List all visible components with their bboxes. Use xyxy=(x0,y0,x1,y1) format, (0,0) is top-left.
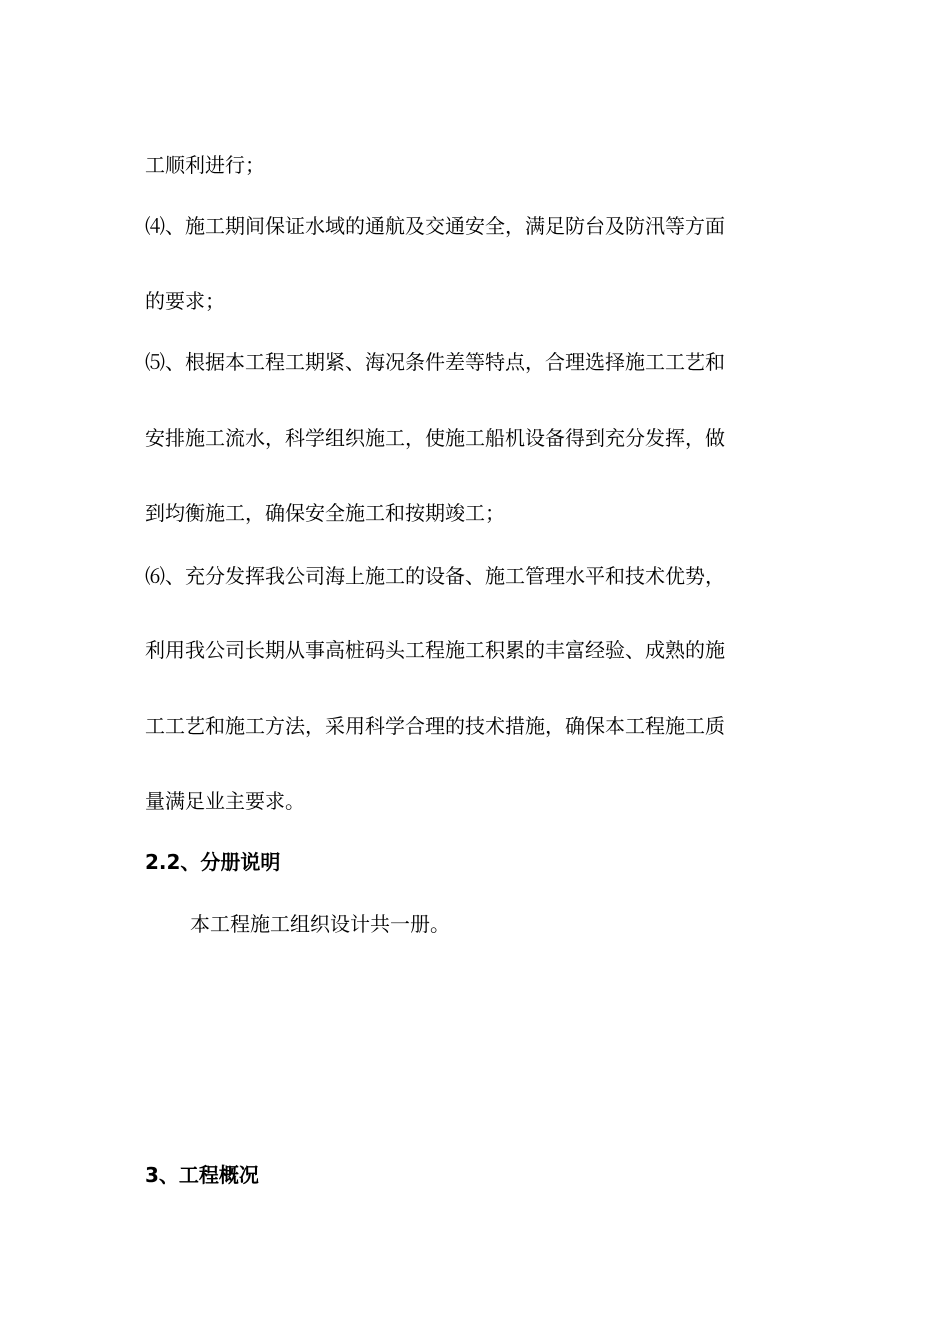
body-line-9: 工工艺和施工方法，采用科学合理的技术措施，确保本工程施工质 xyxy=(145,714,725,738)
body-line-4: ⑸、根据本工程工期紧、海况条件差等特点，合理选择施工工艺和 xyxy=(145,350,725,374)
body-line-6: 到均衡施工，确保安全施工和按期竣工； xyxy=(145,501,505,525)
body-line-7: ⑹、充分发挥我公司海上施工的设备、施工管理水平和技术优势， xyxy=(145,564,725,588)
body-line-3: 的要求； xyxy=(145,289,225,313)
section-heading-2-2: 2.2、分册说明 xyxy=(145,850,281,874)
section-2-2-body: 本工程施工组织设计共一册。 xyxy=(190,912,450,936)
body-line-2: ⑷、施工期间保证水域的通航及交通安全，满足防台及防汛等方面 xyxy=(145,214,725,238)
body-line-5: 安排施工流水，科学组织施工，使施工船机设备得到充分发挥，做 xyxy=(145,426,725,450)
body-line-8: 利用我公司长期从事高桩码头工程施工积累的丰富经验、成熟的施 xyxy=(145,638,725,662)
body-line-1: 工顺利进行； xyxy=(145,153,265,177)
body-line-10: 量满足业主要求。 xyxy=(145,789,305,813)
section-heading-3: 3、工程概况 xyxy=(145,1163,259,1187)
